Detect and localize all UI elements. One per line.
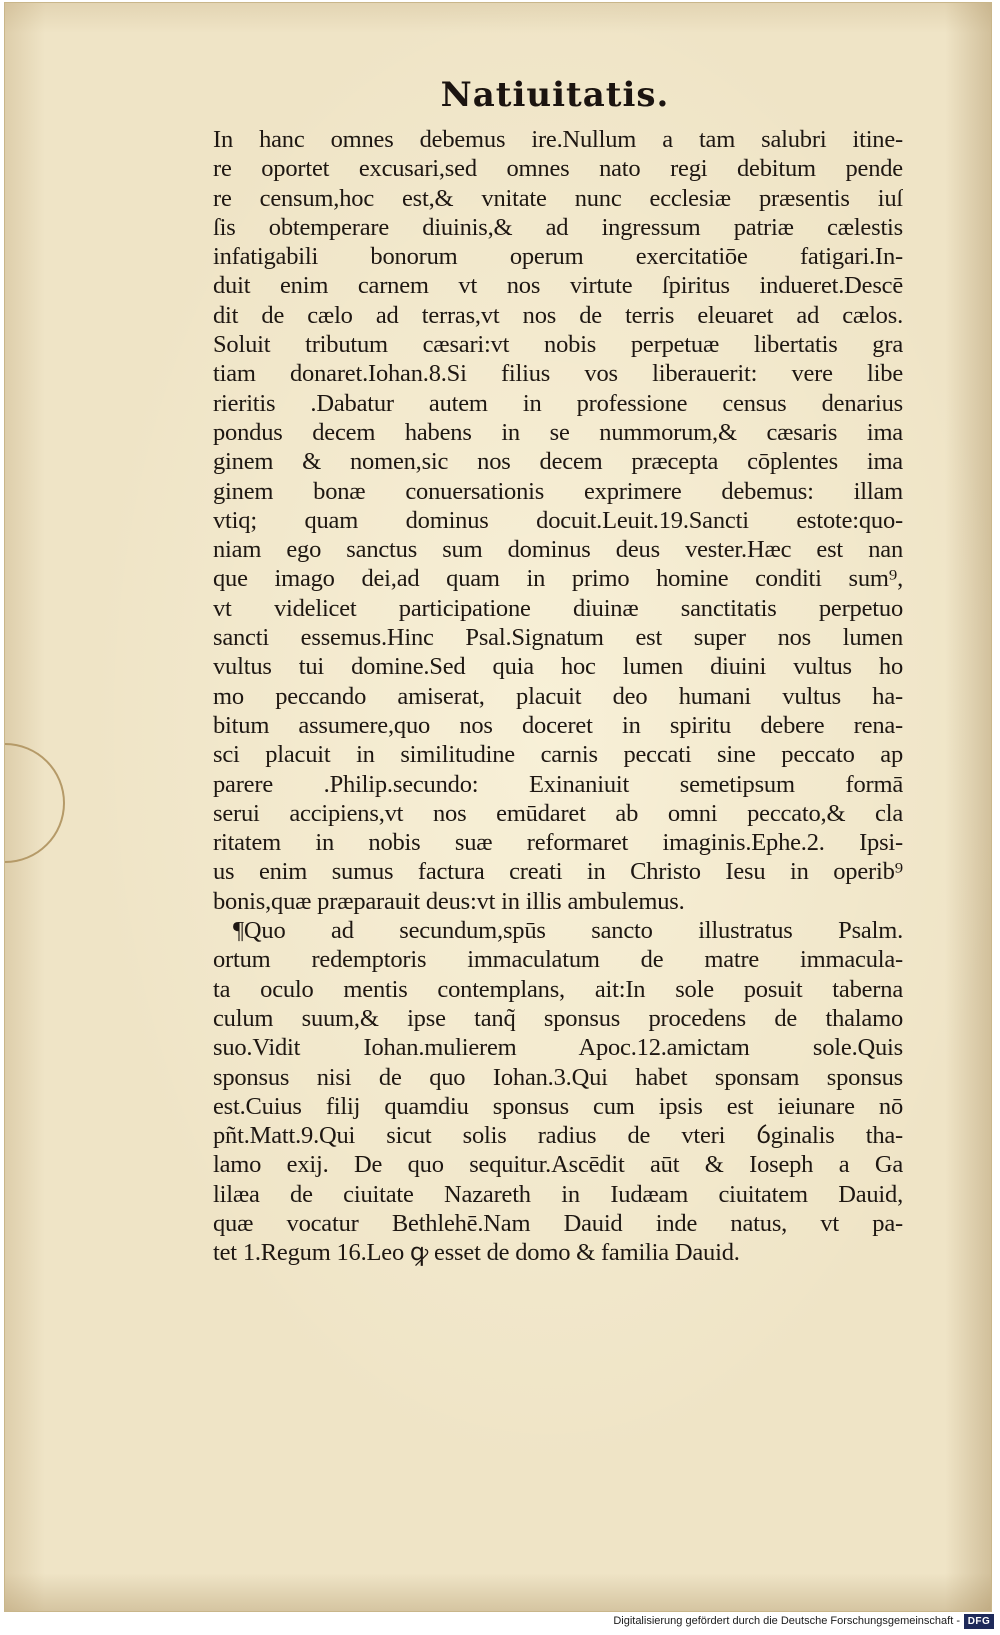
- binding-mark: [5, 743, 65, 863]
- text-line: ginem & nomen,sic nos decem præcepta cōplentes ima: [213, 448, 903, 476]
- text-line: pondus decem habens in se nummorum,& cæsaris ima: [213, 418, 903, 446]
- text-line: est.Cuius filij quamdiu sponsus cum ipsis est ieiunare nō: [213, 1092, 903, 1120]
- text-line: quæ vocatur Bethlehē.Nam Dauid inde natus, vt pa-: [213, 1209, 903, 1237]
- text-line: bitum assumere,quo nos doceret in spiritu debere rena-: [213, 711, 903, 739]
- text-line: ta oculo mentis contemplans, ait:In sole posuit taberna: [213, 975, 903, 1003]
- text-line: bonis,quæ præparauit deus:vt in illis ambulemus.: [213, 887, 685, 915]
- text-line: parere .Philip.secundo: Exinaniuit semetipsum formā: [213, 770, 903, 798]
- text-line: ritatem in nobis suæ reformaret imaginis.Ephe.2. Ipsi-: [213, 829, 903, 857]
- text-line: suo.Vidit Iohan.mulierem Apoc.12.amictam sole.Quis: [213, 1034, 903, 1062]
- text-line: Soluit tributum cæsari:vt nobis perpetuæ libertatis gra: [213, 331, 903, 359]
- text-line: In hanc omnes debemus ire.Nullum a tam salubri itine-: [213, 126, 903, 153]
- text-line: ginem bonæ conuersationis exprimere debemus: illam: [213, 477, 903, 505]
- footer-bar: [0, 1612, 1000, 1635]
- text-line: niam ego sanctus sum dominus deus vester.Hæc est nan: [213, 536, 903, 564]
- text-line: ¶Quo ad secundum,spūs sancto illustratus Psalm.: [233, 917, 903, 945]
- text-line: sci placuit in similitudine carnis peccati sine peccato ap: [213, 741, 903, 769]
- text-line: vultus tui domine.Sed quia hoc lumen diuini vultus ho: [213, 653, 903, 681]
- text-line: tiam donaret.Iohan.8.Si filius vos liberauerit: vere libe: [213, 360, 903, 388]
- text-line: lamo exij. De quo sequitur.Ascēdit aūt & Ioseph a Ga: [213, 1151, 903, 1179]
- text-line: vtiq; quam dominus docuit.Leuit.19.Sancti estote:quo-: [213, 506, 903, 534]
- text-line: ortum redemptoris immaculatum de matre immacula-: [213, 946, 903, 974]
- book-page: [4, 2, 992, 1612]
- text-line: sancti essemus.Hinc Psal.Signatum est super nos lumen: [213, 624, 903, 652]
- funding-credit: Digitalisierung gefördert durch die Deutsche Forschungsgemeinschaft -: [613, 1615, 960, 1627]
- text-line: pñt.Matt.9.Qui sicut solis radius de vteri ỽginalis tha-: [213, 1122, 903, 1150]
- text-line: sponsus nisi de quo Iohan.3.Qui habet sponsam sponsus: [213, 1063, 903, 1091]
- text-line: re oportet excusari,sed omnes nato regi debitum pende: [213, 155, 903, 183]
- body-text: [213, 125, 903, 1268]
- text-line: infatigabili bonorum operum exercitatiōe fatigari.In-: [213, 243, 903, 271]
- text-line: mo peccando amiserat, placuit deo humani vultus ha-: [213, 682, 903, 710]
- text-line: rieritis .Dabatur autem in professione census denarius: [213, 389, 903, 417]
- text-line: tet 1.Regum 16.Leo ꝙ esset de domo & familia Dauid.: [213, 1239, 740, 1267]
- text-line: re censum,hoc est,& vnitate nunc ecclesiæ præsentis iuſ: [213, 184, 903, 212]
- text-line: vt videlicet participatione diuinæ sanctitatis perpetuo: [213, 594, 903, 622]
- text-line: que imago dei,ad quam in primo homine conditi sum⁹,: [213, 565, 903, 593]
- text-line: dit de cælo ad terras,vt nos de terris eleuaret ad cælos.: [213, 301, 903, 329]
- text-line: duit enim carnem vt nos virtute ſpiritus indueret.Descē: [213, 272, 903, 300]
- text-line: lilæa de ciuitate Nazareth in Iudæam ciuitatem Dauid,: [213, 1180, 903, 1208]
- text-line: serui accipiens,vt nos emūdaret ab omni peccato,& cla: [213, 799, 903, 827]
- page-heading: Natiuitatis.: [440, 75, 670, 115]
- text-line: ſis obtemperare diuinis,& ad ingressum patriæ cælestis: [213, 213, 903, 241]
- dfg-logo: DFG: [964, 1614, 994, 1629]
- text-line: culum suum,& ipse tanq̃ sponsus procedens de thalamo: [213, 1004, 903, 1032]
- text-line: us enim sumus factura creati in Christo Iesu in operib⁹: [213, 858, 903, 886]
